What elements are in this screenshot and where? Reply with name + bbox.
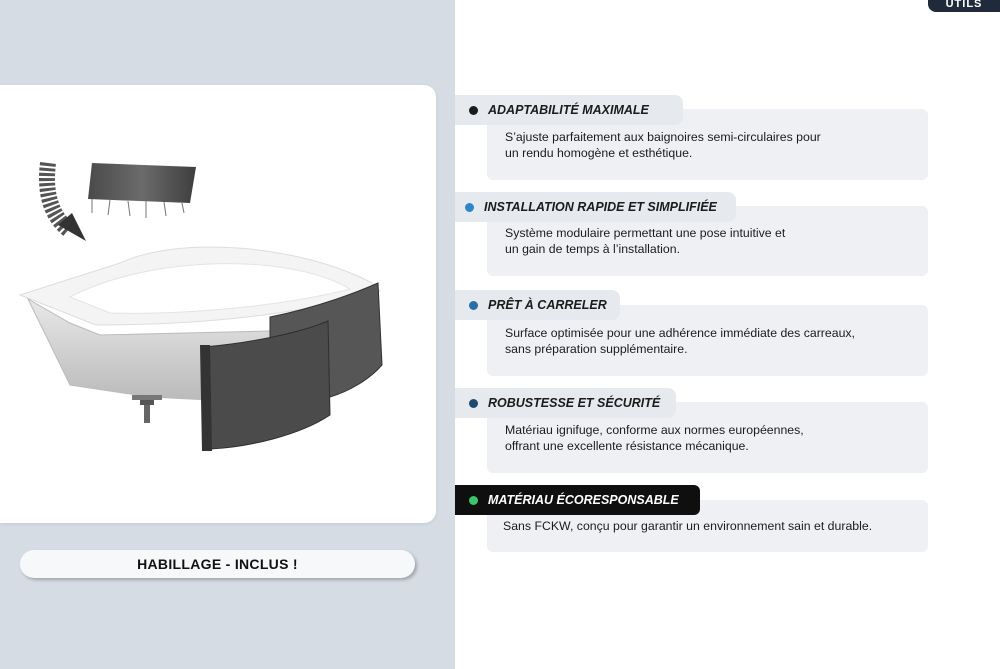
flat-panel (88, 163, 196, 203)
feature-description: Sans FCKW, conçu pour garantir un environnement sain et durable. (487, 500, 928, 552)
feature-title: ROBUSTESSE ET SÉCURITÉ (455, 388, 676, 418)
bullet-dot-icon (465, 203, 474, 212)
feature-description: Système modulaire permettant une pose intuitive et un gain de temps à l’installation. (487, 206, 928, 276)
feature-title: INSTALLATION RAPIDE ET SIMPLIFIÉE (455, 192, 736, 222)
feature-ecoresponsable (455, 485, 928, 552)
bathtub-illustration (0, 85, 436, 523)
bullet-dot-icon (469, 301, 478, 310)
feature-pret-a-carreler (455, 290, 928, 376)
corner-tab[interactable]: UTILS (928, 0, 1000, 12)
feature-installation (455, 192, 928, 276)
feature-description: S’ajuste parfaitement aux baignoires semi-circulaires pour un rendu homogène et esthétique. (487, 109, 928, 180)
bullet-dot-icon (469, 106, 478, 115)
left-panel (0, 0, 455, 669)
feature-title: PRÊT À CARRELER (455, 290, 620, 320)
feature-title: MATÉRIAU ÉCORESPONSABLE (455, 485, 700, 515)
bullet-dot-icon (469, 399, 478, 408)
feature-adaptabilite (455, 95, 928, 180)
feature-description: Matériau ignifuge, conforme aux normes européennes, offrant une excellente résistance mécanique. (487, 402, 928, 473)
feature-title: ADAPTABILITÉ MAXIMALE (455, 95, 683, 125)
product-image (0, 85, 436, 523)
rotate-arrow-icon (47, 163, 86, 241)
bullet-dot-icon (469, 496, 478, 505)
feature-robustesse (455, 388, 928, 473)
feature-description: Surface optimisée pour une adhérence immédiate des carreaux, sans préparation supplémentaire. (487, 305, 928, 376)
product-label: HABILLAGE - INCLUS ! (20, 550, 415, 578)
